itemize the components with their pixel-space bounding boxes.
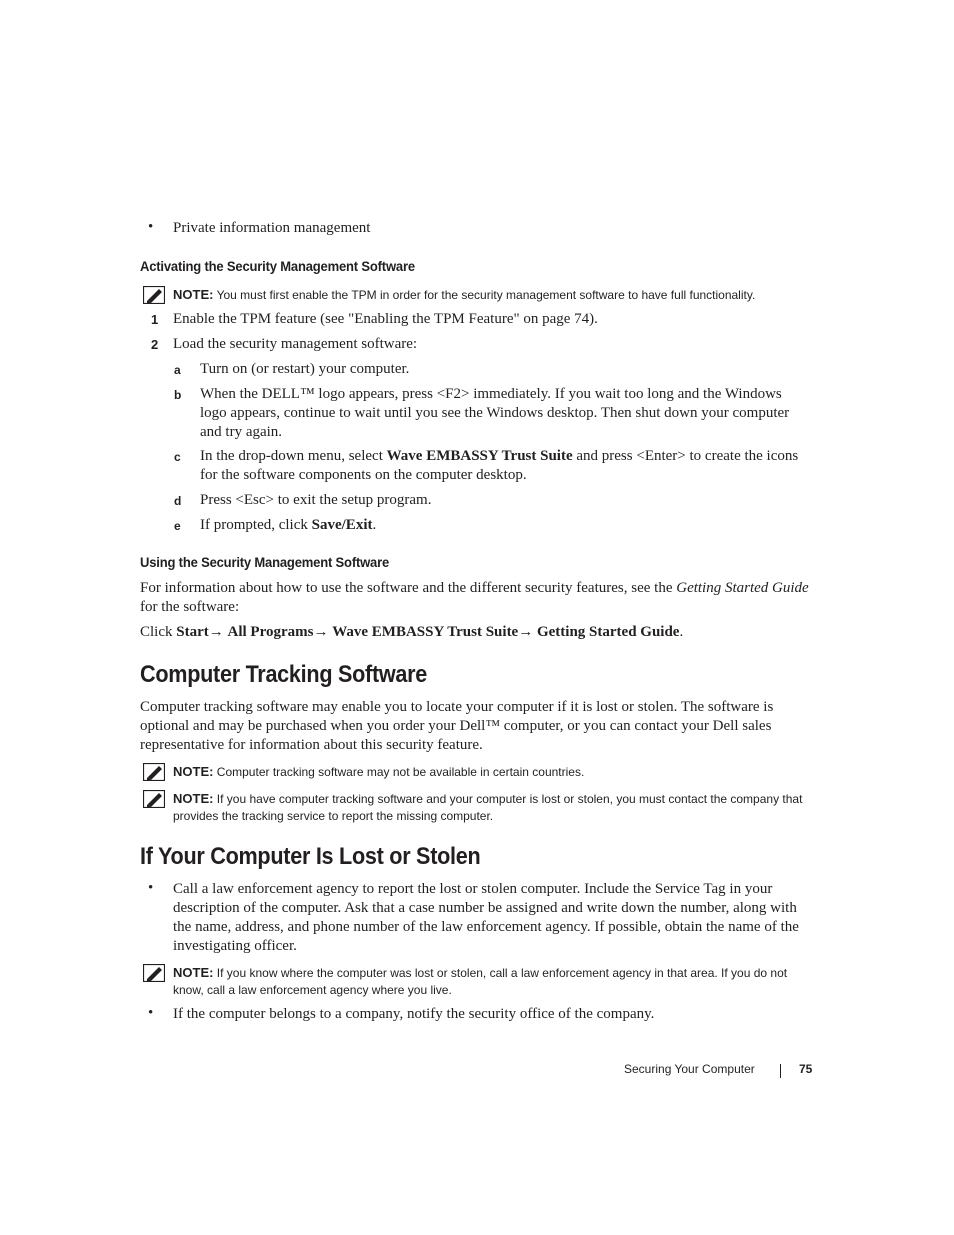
footer-section-title: Securing Your Computer (624, 1062, 755, 1076)
section-heading-tracking: Computer Tracking Software (140, 661, 428, 688)
note-pencil-icon (143, 763, 165, 781)
substep-text: If prompted, click Save/Exit. (200, 517, 377, 533)
tracking-paragraph: Computer tracking software may enable you to locate your computer if it is lost or stolen. The software is optional and may be purchased when you order your Dell™ computer, or you can contact your Dell sales representative for information about this security feature. (140, 699, 774, 753)
note-tracking-availability (173, 763, 817, 781)
step-text: Enable the TPM feature (see "Enabling the TPM Feature" on page 74). (173, 311, 598, 327)
click-path: Click Start→ All Programs→ Wave EMBASSY Trust Suite→ Getting Started Guide. (140, 624, 684, 640)
section-heading-activating: Activating the Security Management Software (140, 258, 415, 274)
substep-text: When the DELL™ logo appears, press <F2> immediately. If you wait too long and the Windows logo appears, continue to wait until you see the Windows desktop. Then shut down your computer and try again. (200, 386, 790, 440)
substep-text: Turn on (or restart) your computer. (200, 361, 410, 377)
substep-text: Press <Esc> to exit the setup program. (200, 492, 432, 508)
note-text: If you know where the computer was lost or stolen, call a law enforcement agency in that area. If you do not know, call a law enforcement agency where you live. (173, 966, 788, 997)
bullet-item: If the computer belongs to a company, notify the security office of the company. (173, 1006, 655, 1022)
note-pencil-icon (143, 790, 165, 808)
substep-letter: c (174, 450, 181, 464)
note-label: NOTE: (173, 764, 214, 779)
note-label: NOTE: (173, 287, 214, 302)
substep-letter: a (174, 363, 181, 377)
bullet-marker: • (148, 880, 154, 896)
substep-letter: d (174, 494, 182, 508)
substep-letter: b (174, 388, 182, 402)
substep-letter: e (174, 519, 181, 533)
note-text: Computer tracking software may not be available in certain countries. (216, 765, 585, 779)
note-label: NOTE: (173, 965, 214, 980)
bullet-marker: • (148, 1005, 154, 1021)
substep-text: In the drop-down menu, select Wave EMBASSY Trust Suite and press <Enter> to create the icons for the software components on the computer desktop. (200, 448, 799, 483)
bullet-item: Private information management (173, 220, 371, 236)
section-heading-lost: If Your Computer Is Lost or Stolen (140, 843, 481, 870)
note-tracking-contact (173, 790, 817, 825)
using-paragraph: For information about how to use the software and the different security features, see the Getting Started Guide for the software: (140, 580, 809, 615)
note-text: You must first enable the TPM in order for the security management software to have full functionality. (216, 288, 756, 302)
footer-separator (780, 1064, 781, 1078)
section-heading-using: Using the Security Management Software (140, 554, 390, 570)
step-text: Load the security management software: (173, 336, 418, 352)
step-number: 1 (151, 312, 159, 327)
note-pencil-icon (143, 286, 165, 304)
note-tpm (173, 286, 817, 304)
note-text: If you have computer tracking software and your computer is lost or stolen, you must contact the company that provides the tracking service to report the missing computer. (173, 792, 803, 823)
bullet-marker: • (148, 219, 154, 235)
note-pencil-icon (143, 964, 165, 982)
note-lost-location (173, 964, 817, 999)
step-number: 2 (151, 337, 159, 352)
note-label: NOTE: (173, 791, 214, 806)
bullet-item: Call a law enforcement agency to report the lost or stolen computer. Include the Service Tag in your description of the computer. Ask that a case number be assigned and write down the number, along with the name, address, and phone number of the law enforcement agency. If possible, obtain the name of the investigating officer. (173, 881, 799, 954)
page-number: 75 (799, 1062, 813, 1076)
